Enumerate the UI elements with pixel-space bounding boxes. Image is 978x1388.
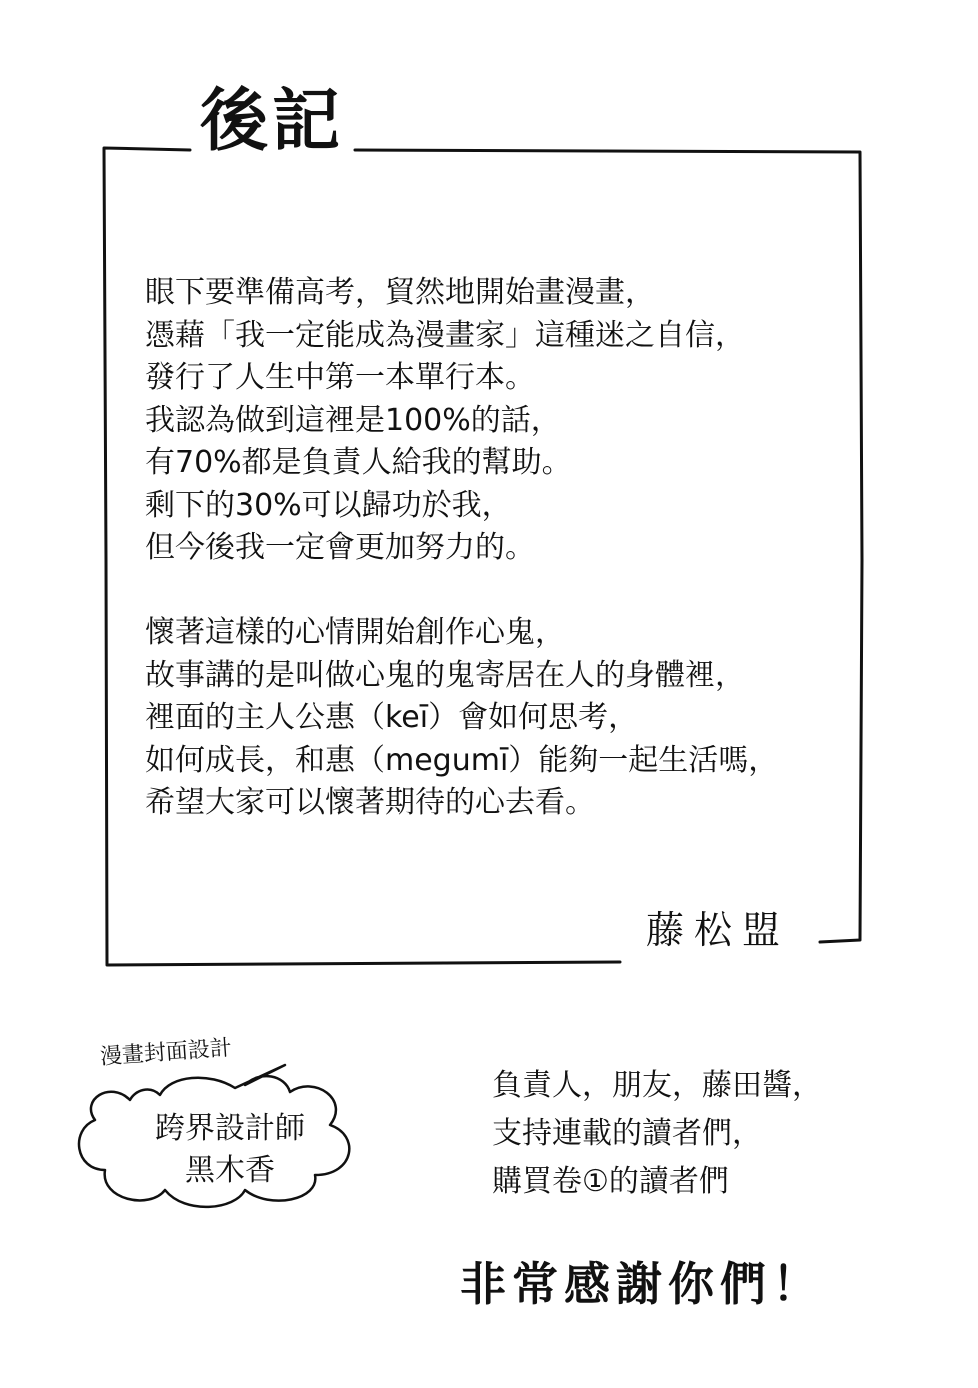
designer-title: 跨界設計師: [155, 1111, 305, 1146]
paragraph-gap: [145, 570, 865, 613]
designer-name: 黑木香: [185, 1153, 275, 1188]
body-line: 憑藉「我一定能成為漫畫家」這種迷之自信，: [145, 317, 745, 353]
body-line: 發行了人生中第一本單行本。: [145, 360, 535, 395]
body-line: 故事講的是叫做心鬼的鬼寄居在人的身體裡，: [145, 657, 745, 693]
body-line: 如何成長，和惠（megumī）能夠一起生活嗎，: [145, 742, 779, 778]
body-line: 有70%都是負責人給我的幫助。: [145, 445, 572, 480]
page-title: 後記: [192, 88, 352, 156]
thanks-line: 負責人，朋友，藤田醬，: [492, 1068, 822, 1103]
body-line: 但今後我一定會更加努力的。: [145, 530, 535, 565]
body-line: 剩下的30%可以歸功於我，: [145, 487, 512, 523]
author-signature: 藤松盟: [640, 910, 796, 952]
cover-designer: [110, 1108, 350, 1192]
thanks-list: [492, 1062, 822, 1206]
thanks-message: 非常感謝你們！: [460, 1257, 824, 1311]
thanks-line: 購買卷①的讀者們: [492, 1164, 729, 1199]
body-line: 我認為做到這裡是100%的話，: [145, 402, 561, 438]
thanks-line: 支持連載的讀者們，: [492, 1116, 762, 1151]
afterword-body: [145, 272, 865, 825]
body-line: 希望大家可以懷著期待的心去看。: [145, 785, 595, 820]
body-line: 眼下要準備高考，貿然地開始畫漫畫，: [145, 275, 655, 310]
cover-design-label: 漫畫封面設計: [99, 1035, 233, 1070]
body-line: 懷著這樣的心情開始創作心鬼，: [145, 615, 565, 650]
body-line: 裡面的主人公惠（keī）會如何思考，: [145, 700, 639, 735]
